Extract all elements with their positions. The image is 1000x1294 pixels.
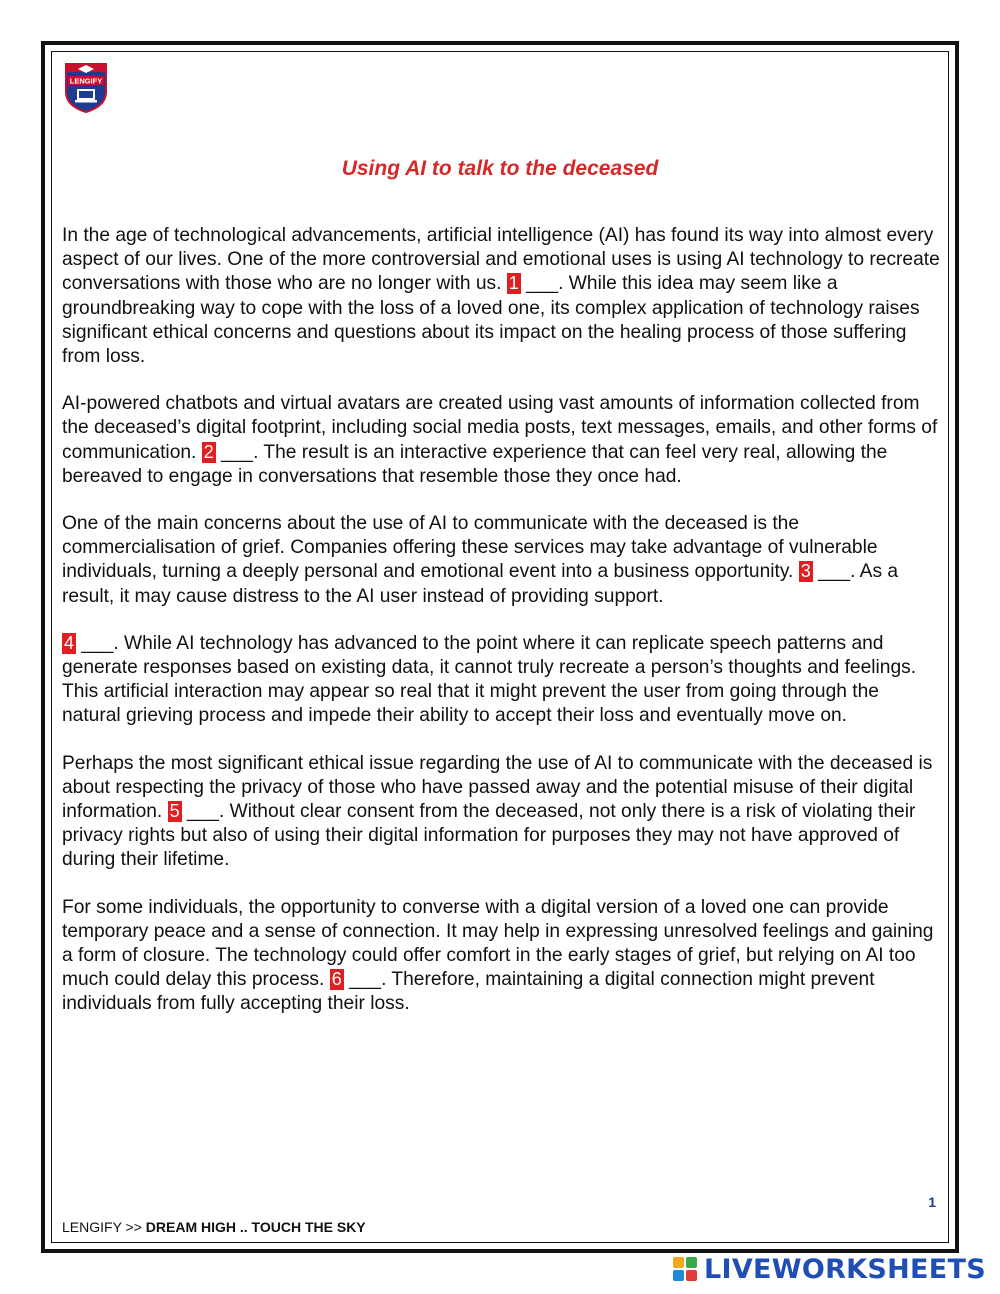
paragraph-text: For some individuals, the opportunity to converse with a digital version of a loved one can provide temporary peace and a sense of connection. It may help in expressing unresolved feelings and gaining a form of closure. The technology could offer comfort in the early stages of grief, but relying on AI too much could delay this process. (62, 896, 934, 991)
page-title: Using AI to talk to the deceased (341, 157, 659, 180)
paragraph-text: ___. The result is an interactive experience that can feel very real, allowing the bereaved to engage in conversations that resemble those they once had. (62, 441, 888, 487)
paragraph-text: One of the main concerns about the use of AI to communicate with the deceased is the commercialisation of grief. Companies offering these services may take advantage of vulnerable individuals, turning a deeply personal and emotional event into a business opportunity. (62, 513, 878, 583)
paragraph-6 (62, 896, 942, 1017)
footer-slogan: DREAM HIGH .. TOUCH THE SKY (145, 1219, 366, 1235)
paragraph-3 (62, 512, 942, 609)
gap-number-badge: 3 (800, 561, 811, 582)
paragraph-4 (62, 632, 942, 729)
liveworksheets-blocks-icon (672, 1256, 698, 1282)
paragraph-text: ___. As a result, it may cause distress to the AI user instead of providing support. (62, 561, 899, 607)
paragraph-text: ___. Therefore, maintaining a digital connection might prevent individuals from fully accepting their loss. (62, 969, 875, 1015)
liveworksheets-watermark (672, 1254, 986, 1284)
page-border (41, 41, 959, 1253)
page-number: 1 (928, 1194, 936, 1210)
paragraph-text: In the age of technological advancements, artificial intelligence (AI) has found its way into almost every aspect of our lives. One of the more controversial and emotional uses is using AI technology to recreate conversations with those who are no longer with us. (62, 225, 940, 295)
paragraph-text: Perhaps the most significant ethical issue regarding the use of AI to communicate with the deceased is about respecting the privacy of those who have passed away and the potential misuse of their digital information. (62, 752, 933, 823)
paragraph-text: ___. Without clear consent from the deceased, not only there is a risk of violating their privacy rights but also of using their digital information for purposes they may not have approved of during their lifetime. (62, 801, 916, 871)
footer-brand: LENGIFY >> (62, 1219, 146, 1235)
article-body (62, 224, 942, 1040)
paragraph-text: ___. While this idea may seem like a groundbreaking way to cope with the loss of a loved one, its complex application of technology raises significant ethical concerns and questions about its impact on the healing process of those suffering from loss. (62, 273, 920, 368)
gap-number-badge: 5 (169, 801, 180, 822)
liveworksheets-text: LIVEWORKSHEETS (703, 1253, 986, 1285)
paragraph-5 (62, 752, 942, 873)
paragraph-2 (62, 392, 942, 489)
paragraph-1 (62, 224, 942, 369)
gap-number-badge: 1 (508, 273, 519, 294)
gap-number-badge: 2 (203, 441, 214, 462)
logo-text: LENGIFY (69, 76, 103, 86)
lengify-logo (62, 58, 110, 114)
paragraph-text: AI-powered chatbots and virtual avatars are created using vast amounts of information collected from the deceased’s digital footprint, including social media posts, text messages, emails, and other forms of communication. (62, 393, 938, 463)
gap-number-badge: 4 (64, 632, 75, 653)
footer (62, 1219, 366, 1235)
paragraph-text: ___. While AI technology has advanced to the point where it can replicate speech patterns and generate responses based on existing data, it cannot truly recreate a person’s thoughts and feelings. This artificial interaction may appear so real that it might prevent the user from going through the natural grieving process and impede their ability to accept their loss and eventually move on. (62, 632, 917, 727)
gap-number-badge: 6 (331, 969, 342, 990)
page-inner-border (51, 51, 949, 1243)
